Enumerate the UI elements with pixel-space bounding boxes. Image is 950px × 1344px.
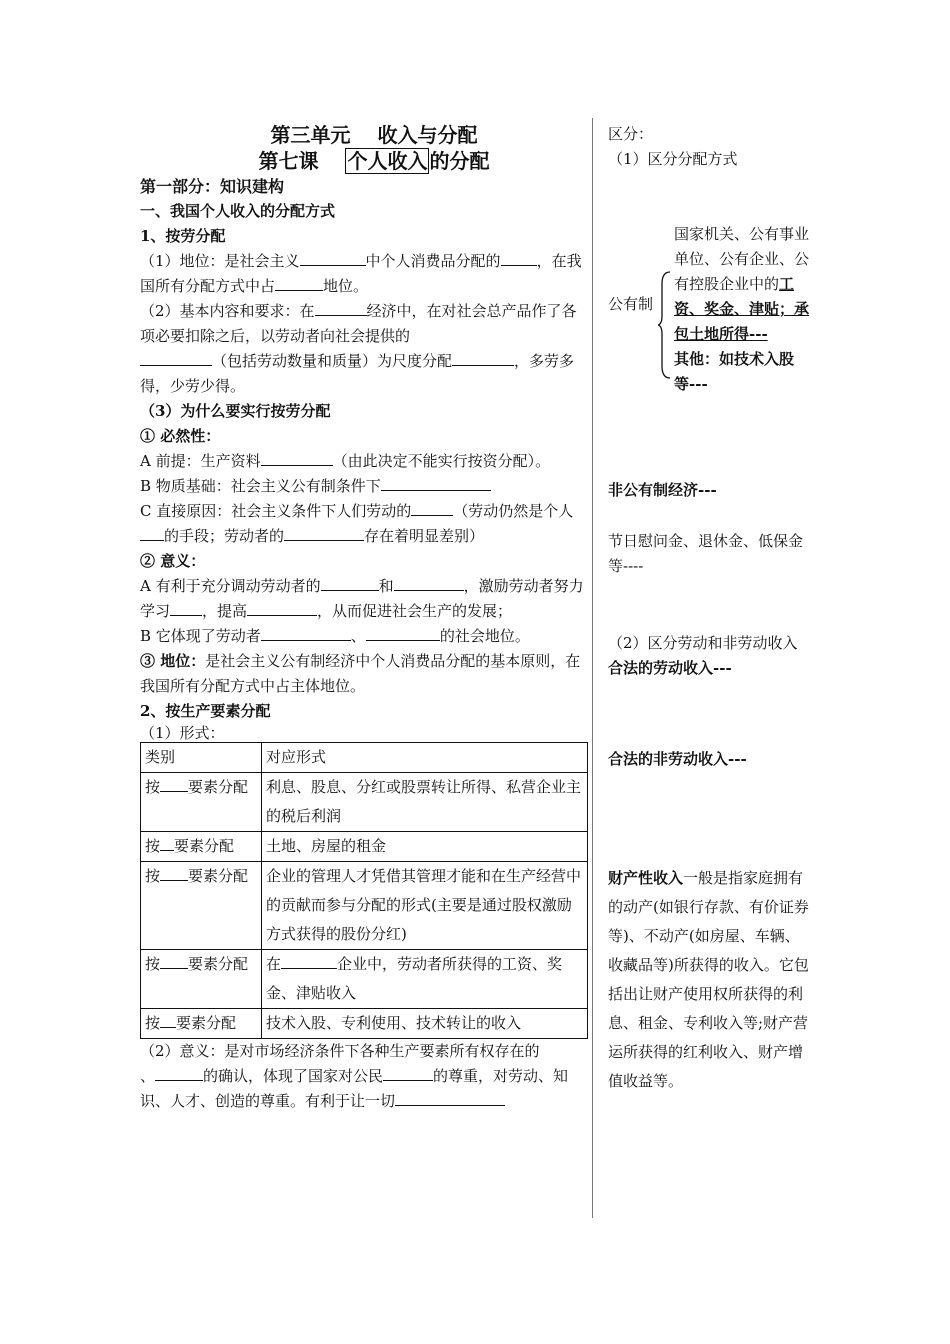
part1-heading: 第一部分：知识建构 — [140, 177, 285, 196]
table-row: 按 要素分配 土地、房屋的租金 — [141, 832, 588, 862]
unit-title-text: 第三单元 收入与分配 — [270, 123, 478, 147]
nonpublic-label: 非公有制经济--- — [608, 481, 717, 499]
lesson-title-boxed: 个人收入 — [347, 149, 428, 173]
table-row: 按 要素分配 企业的管理人才凭借其管理才能和在生产经营中的贡献而参与分配的形式(主要是通过股权激励方式获得的股份分红) — [141, 862, 588, 950]
public-owner-label: 公有制 — [608, 295, 654, 313]
meaning-para: （2）意义：是对市场经济条件下各种生产要素所有权存在的 、 的确认，体现了国家对公民 的尊重，对劳动、知识、人才、创造的尊重。有利于让一切 — [140, 1042, 569, 1110]
public-owner-text: 国家机关、公有事业单位、公有企业、公有控股企业中的工资、奖金、津贴；承包土地所得--- 其他：如技术入股等--- — [674, 222, 814, 397]
table-header-row — [141, 743, 588, 773]
other-text: 其他：如技术入股等--- — [674, 350, 795, 393]
significance-a: A 有利于充分调动劳动者的 和 ，激励劳动者努力学习 ，提高 ，从而促进社会生产的发展； — [140, 574, 588, 624]
unit-title — [140, 122, 588, 148]
table-row: 按 要素分配 利息、股息、分红或股票转让所得、私营企业主的税后利润 — [141, 773, 588, 832]
table-row: 按 要素分配 在 企业中，劳动者所获得的工资、奖金、津贴收入 — [141, 950, 588, 1009]
form-heading: （1）形式： — [140, 724, 225, 742]
why-heading: （3）为什么要实行按劳分配 — [140, 402, 331, 420]
factor-table — [140, 742, 588, 1039]
para-content: （2）基本内容和要求：在 经济中，在对社会总产品作了各项必要扣除之后，以劳动者向社会提供的 （包括劳动数量和质量）为尺度分配 ，多劳多得，少劳少得。 — [140, 299, 588, 399]
table-header-cell: 对应形式 — [262, 743, 588, 773]
lesson-title-prefix: 第七课 — [258, 149, 346, 173]
labor-income-label: 合法的劳动收入--- — [608, 659, 732, 677]
distinguish-2: （2）区分劳动和非劳动收入 — [608, 634, 798, 652]
significance-heading: ② 意义： — [140, 552, 206, 570]
lesson-title — [140, 148, 588, 174]
section1-1-heading: 1、按劳分配 — [140, 227, 226, 245]
public-ownership-brace — [608, 172, 813, 422]
property-income-para: 财产性收入一般是指家庭拥有的动产(如银行存款、有价证券等)、不动产(如房屋、车辆、收藏品等)所获得的收入。它包括出让财产使用权所获得的利息、租金、专利收入等;财产营运所获得的红利收入、财产增值收益等。 — [608, 869, 809, 1090]
distinguish-1: （1）区分分配方式 — [608, 150, 738, 168]
section1-heading: 一、我国个人收入的分配方式 — [140, 202, 336, 220]
necessity-b: B 物质基础：社会主义公有制条件下 — [140, 474, 588, 499]
para-position: （1）地位：是社会主义 中个人消费品分配的 ，在我国所有分配方式中占 地位。 — [140, 249, 588, 299]
position-para: ③ 地位：是社会主义公有制经济中个人消费品分配的基本原则，在我国所有分配方式中占主体地位。 — [140, 652, 581, 695]
necessity-c: C 直接原因：社会主义条件下人们劳动的 （劳动仍然是个人的手段；劳动者的 存在着明显差别） — [140, 499, 588, 549]
column-divider — [592, 118, 593, 1218]
left-column — [140, 122, 588, 1114]
necessity-heading: ① 必然性： — [140, 427, 221, 445]
right-column — [608, 122, 813, 1096]
distinguish-label: 区分： — [608, 125, 654, 143]
significance-b: B 它体现了劳动者 、 的社会地位。 — [140, 624, 588, 649]
table-row: 按 要素分配 技术入股、专利使用、技术转让的收入 — [141, 1009, 588, 1039]
nonlabor-income-label: 合法的非劳动收入--- — [608, 750, 747, 768]
lesson-title-suffix: 的分配 — [429, 149, 490, 173]
brace-icon — [658, 270, 672, 380]
table-header-cell: 类别 — [141, 743, 262, 773]
section1-2-heading: 2、按生产要素分配 — [140, 702, 271, 720]
holiday-text: 节日慰问金、退休金、低保金等---- — [608, 532, 804, 575]
necessity-a: A 前提：生产资料 （由此决定不能实行按资分配）。 — [140, 449, 588, 474]
